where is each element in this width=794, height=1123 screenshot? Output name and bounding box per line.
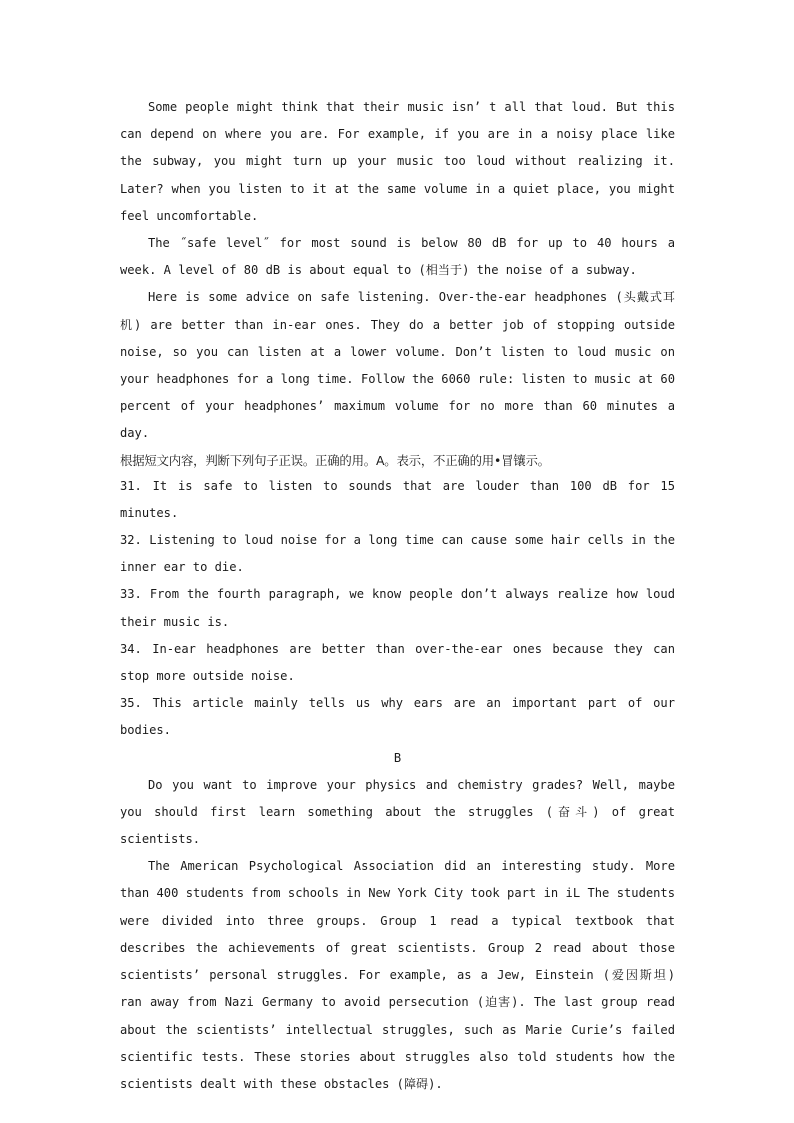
passage-b-paragraph-1: Do you want to improve your physics and chemistry grades? Well, maybe you should first learn something about the struggles (奋斗) of great scientists. (120, 777, 675, 847)
passage-a-paragraph-3: Here is some advice on safe listening. Over-the-ear headphones (头戴式耳机) are better than in-ear ones. They do a better job of stopping outside noise, so you can listen at a lower volume. Don’t listen to loud music on your headphones for a long time. Follow the 6060 rule: listen to music at 60 percent of your headphones’ maximum volume for no more than 60 minutes a day. (120, 290, 675, 441)
question-instruction: 根据短文内容，判断下列句子正误。正确的用。A。表示，不正确的用•冒镶示。 (120, 452, 550, 468)
question-33: 33. From the fourth paragraph, we know people don’t always realize how loud their music is. (120, 587, 675, 629)
section-b-label: B (393, 750, 402, 765)
question-34: 34. In-ear headphones are better than over-the-ear ones because they can stop more outside noise. (120, 641, 675, 684)
passage-a-paragraph-1: Some people might think that their music isn’ t all that loud. But this can depend on where you are. For example, if you are in a noisy place like the subway, you might turn up your music too loud without realizing it. Later? when you listen to it at the same volume in a quiet place, you might feel uncomfortable. (120, 100, 675, 223)
passage-b-paragraph-2: The American Psychological Association did an interesting study. More than 400 students from schools in New York City took part in iL The students were divided into three groups. Group 1 read a typical textbook that describes the achievements of great scientists. Group 2 read about those scientists’ personal struggles. For example, as a Jew, Einstein (爱因斯坦) ran away from Nazi Germany to avoid persecution (迫害). The last group read about the scientists’ intellectual struggles, such as Marie Curie’s failed scientific tests. These stories about struggles also told students how the scientists dealt with these obstacles (障碍). (120, 859, 675, 1091)
question-31: 31. It is safe to listen to sounds that are louder than 100 dB for 15 minutes. (120, 478, 675, 520)
document-page (120, 94, 675, 1098)
question-32: 32. Listening to loud noise for a long time can cause some hair cells in the inner ear to die. (120, 533, 675, 575)
question-35: 35. This article mainly tells us why ears are an important part of our bodies. (120, 696, 675, 738)
passage-a-paragraph-2: The ˝safe level˝ for most sound is below 80 dB for up to 40 hours a week. A level of 80 dB is about equal to (相当于) the noise of a subway. (120, 236, 675, 278)
